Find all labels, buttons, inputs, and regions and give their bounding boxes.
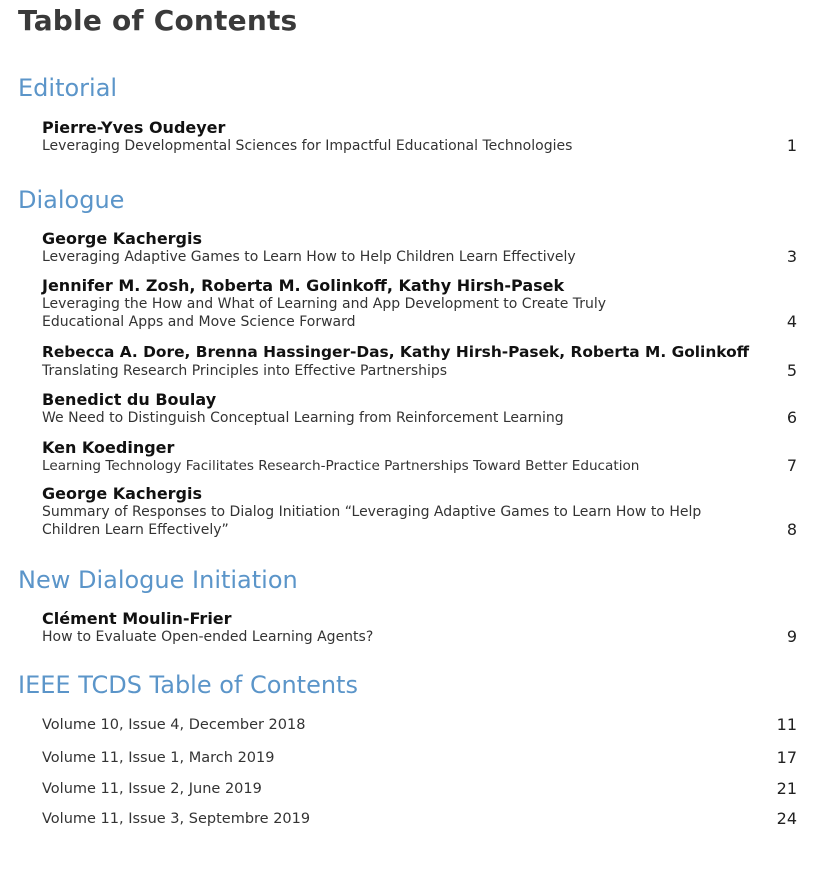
- volume-page-number: 11: [776, 715, 797, 734]
- toc-entry[interactable]: [42, 609, 797, 646]
- entry-title: How to Evaluate Open-ended Learning Agents?: [42, 629, 374, 645]
- volume-page-number: 17: [776, 748, 797, 767]
- section-heading-editorial: Editorial: [18, 74, 118, 102]
- toc-entry[interactable]: [42, 229, 797, 266]
- entry-page-number: 9: [786, 627, 797, 646]
- toc-entry[interactable]: [42, 343, 797, 380]
- entry-page-number: 5: [786, 361, 797, 380]
- entry-authors: George Kachergis: [42, 484, 203, 503]
- entry-authors: George Kachergis: [42, 229, 203, 248]
- volume-entry[interactable]: [42, 715, 797, 735]
- toc-entry[interactable]: [42, 438, 797, 475]
- volume-page-number: 21: [776, 779, 797, 798]
- entry-authors: Jennifer M. Zosh, Roberta M. Golinkoff, Kathy Hirsh-Pasek: [42, 276, 565, 295]
- volume-entry[interactable]: [42, 748, 797, 768]
- volume-entry[interactable]: [42, 809, 797, 829]
- toc-entry[interactable]: [42, 390, 797, 427]
- entry-title: Learning Technology Facilitates Research-Practice Partnerships Toward Better Education: [42, 458, 640, 474]
- entry-page-number: 1: [786, 136, 797, 155]
- section-heading-ieee-tcds: IEEE TCDS Table of Contents: [18, 671, 358, 699]
- volume-label: Volume 11, Issue 2, June 2019: [42, 781, 262, 797]
- entry-page-number: 6: [786, 408, 797, 427]
- entry-title: We Need to Distinguish Conceptual Learning from Reinforcement Learning: [42, 410, 564, 426]
- entry-title: Leveraging Developmental Sciences for Impactful Educational Technologies: [42, 138, 573, 154]
- toc-entry[interactable]: [42, 118, 797, 155]
- entry-page-number: 7: [786, 456, 797, 475]
- toc-entry[interactable]: [42, 276, 797, 331]
- volume-label: Volume 11, Issue 3, Septembre 2019: [42, 811, 311, 827]
- volume-entry[interactable]: [42, 779, 797, 799]
- page-title: Table of Contents: [18, 4, 298, 37]
- entry-title: Leveraging the How and What of Learning and App Development to Create Truly Educational Apps and Move Science Forward: [42, 296, 607, 330]
- entry-authors: Ken Koedinger: [42, 438, 175, 457]
- entry-page-number: 3: [786, 247, 797, 266]
- volume-label: Volume 10, Issue 4, December 2018: [42, 717, 306, 733]
- volume-label: Volume 11, Issue 1, March 2019: [42, 750, 275, 766]
- section-heading-new-dialogue-initiation: New Dialogue Initiation: [18, 566, 298, 594]
- entry-page-number: 4: [786, 312, 797, 331]
- entry-authors: Clément Moulin-Frier: [42, 609, 232, 628]
- volume-page-number: 24: [776, 809, 797, 828]
- entry-page-number: 8: [786, 520, 797, 539]
- entry-title: Translating Research Principles into Effective Partnerships: [42, 363, 448, 379]
- section-heading-dialogue: Dialogue: [18, 186, 125, 214]
- entry-authors: Rebecca A. Dore, Brenna Hassinger-Das, Kathy Hirsh-Pasek, Roberta M. Golinkoff: [42, 343, 750, 361]
- entry-title: Summary of Responses to Dialog Initiation “Leveraging Adaptive Games to Learn How to Help Children Learn Effectively”: [42, 504, 702, 538]
- entry-title: Leveraging Adaptive Games to Learn How to Help Children Learn Effectively: [42, 249, 576, 265]
- entry-authors: Pierre-Yves Oudeyer: [42, 118, 226, 137]
- entry-authors: Benedict du Boulay: [42, 390, 217, 409]
- toc-entry[interactable]: [42, 484, 797, 539]
